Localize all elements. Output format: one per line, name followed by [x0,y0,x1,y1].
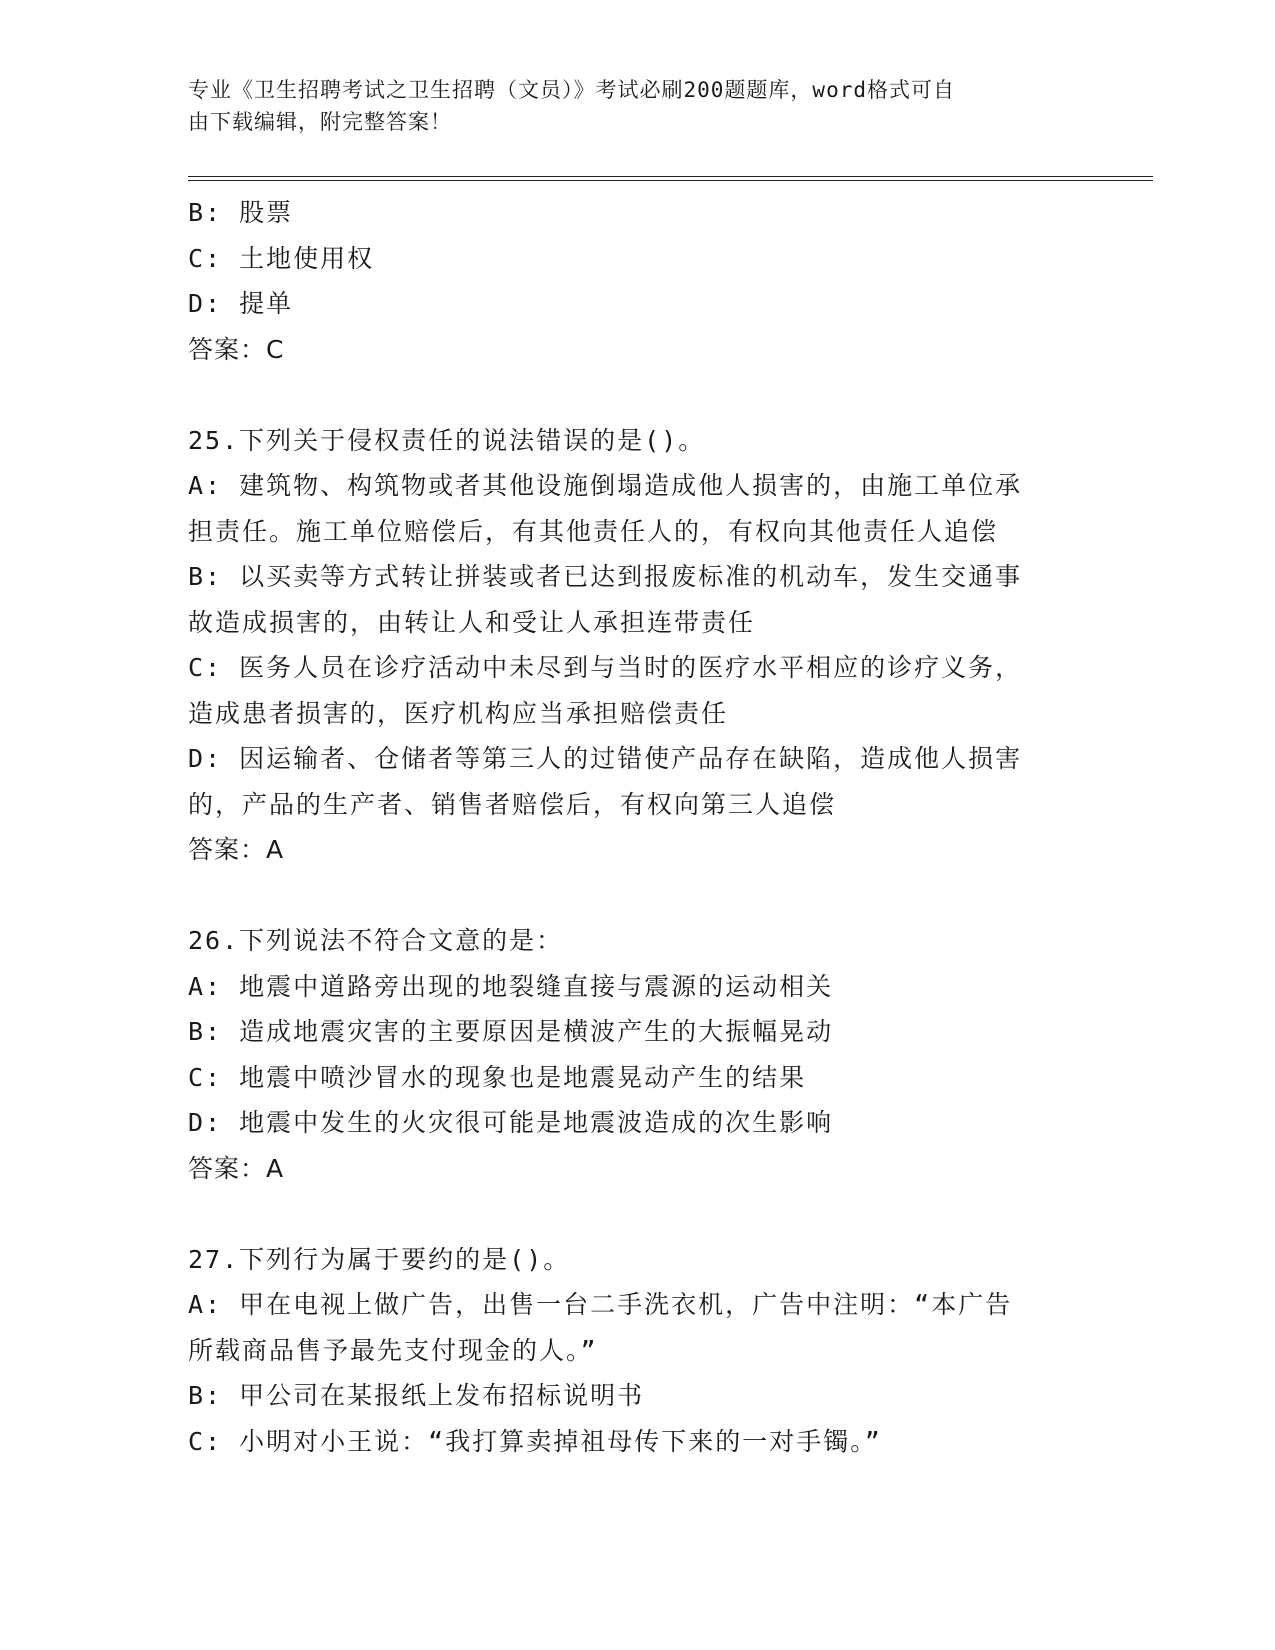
spacer [188,873,1088,919]
option-a: A: 地震中道路旁出现的地裂缝直接与震源的运动相关 [188,971,834,1001]
option-d-line-1: D: 因运输者、仓储者等第三人的过错使产品存在缺陷，造成他人损害 [188,744,1023,773]
option-c: C: 小明对小王说：“我打算卖掉祖母传下来的一对手镯。” [188,1426,882,1456]
answer-label: 答案：A [188,835,285,864]
option-d: D: 提单 [188,289,294,318]
spacer [188,372,1088,418]
question-24-tail [188,190,1088,372]
question-25 [188,418,1088,873]
question-stem: 26.下列说法不符合文意的是： [188,926,564,955]
option-d-line-2: 的，产品的生产者、销售者赔偿后，有权向第三人追偿 [188,789,837,819]
answer-label: 答案：A [188,1153,285,1183]
option-b-line-1: B: 以买卖等方式转让拼装或者已达到报废标准的机动车，发生交通事 [188,562,1023,591]
question-stem: 27.下列行为属于要约的是()。 [188,1244,571,1274]
option-c-line-1: C: 医务人员在诊疗活动中未尽到与当时的医疗水平相应的诊疗义务， [188,653,1023,682]
option-b: B: 甲公司在某报纸上发布招标说明书 [188,1381,645,1410]
option-b: B: 造成地震灾害的主要原因是横波产生的大振幅晃动 [188,1017,834,1046]
question-26 [188,918,1088,1191]
option-a-line-1: A: 甲在电视上做广告，出售一台二手洗衣机，广告中注明：“本广告 [188,1290,1013,1319]
document-header [188,74,1068,138]
answer-label: 答案：C [188,334,285,364]
header-line-1: 专业《卫生招聘考试之卫生招聘（文员）》考试必刷200题题库，word格式可自 [188,78,955,102]
spacer [188,1191,1088,1237]
option-a-line-2: 所载商品售予最先支付现金的人。” [188,1335,598,1365]
option-d: D: 地震中发生的火灾很可能是地震波造成的次生影响 [188,1108,834,1137]
option-c: C: 土地使用权 [188,243,375,273]
option-a-line-2: 担责任。施工单位赔偿后，有其他责任人的，有权向其他责任人追偿 [188,516,999,546]
option-b: B: 股票 [188,198,294,227]
question-list [188,190,1088,1464]
option-c: C: 地震中喷沙冒水的现象也是地震晃动产生的结果 [188,1062,807,1092]
header-divider [188,176,1153,181]
question-stem: 25.下列关于侵权责任的说法错误的是()。 [188,425,706,455]
option-c-line-2: 造成患者损害的，医疗机构应当承担赔偿责任 [188,698,729,728]
option-a-line-1: A: 建筑物、构筑物或者其他设施倒塌造成他人损害的，由施工单位承 [188,471,1023,500]
header-line-2: 由下载编辑，附完整答案！ [188,110,452,134]
question-27 [188,1237,1088,1465]
option-b-line-2: 故造成损害的，由转让人和受让人承担连带责任 [188,607,756,637]
